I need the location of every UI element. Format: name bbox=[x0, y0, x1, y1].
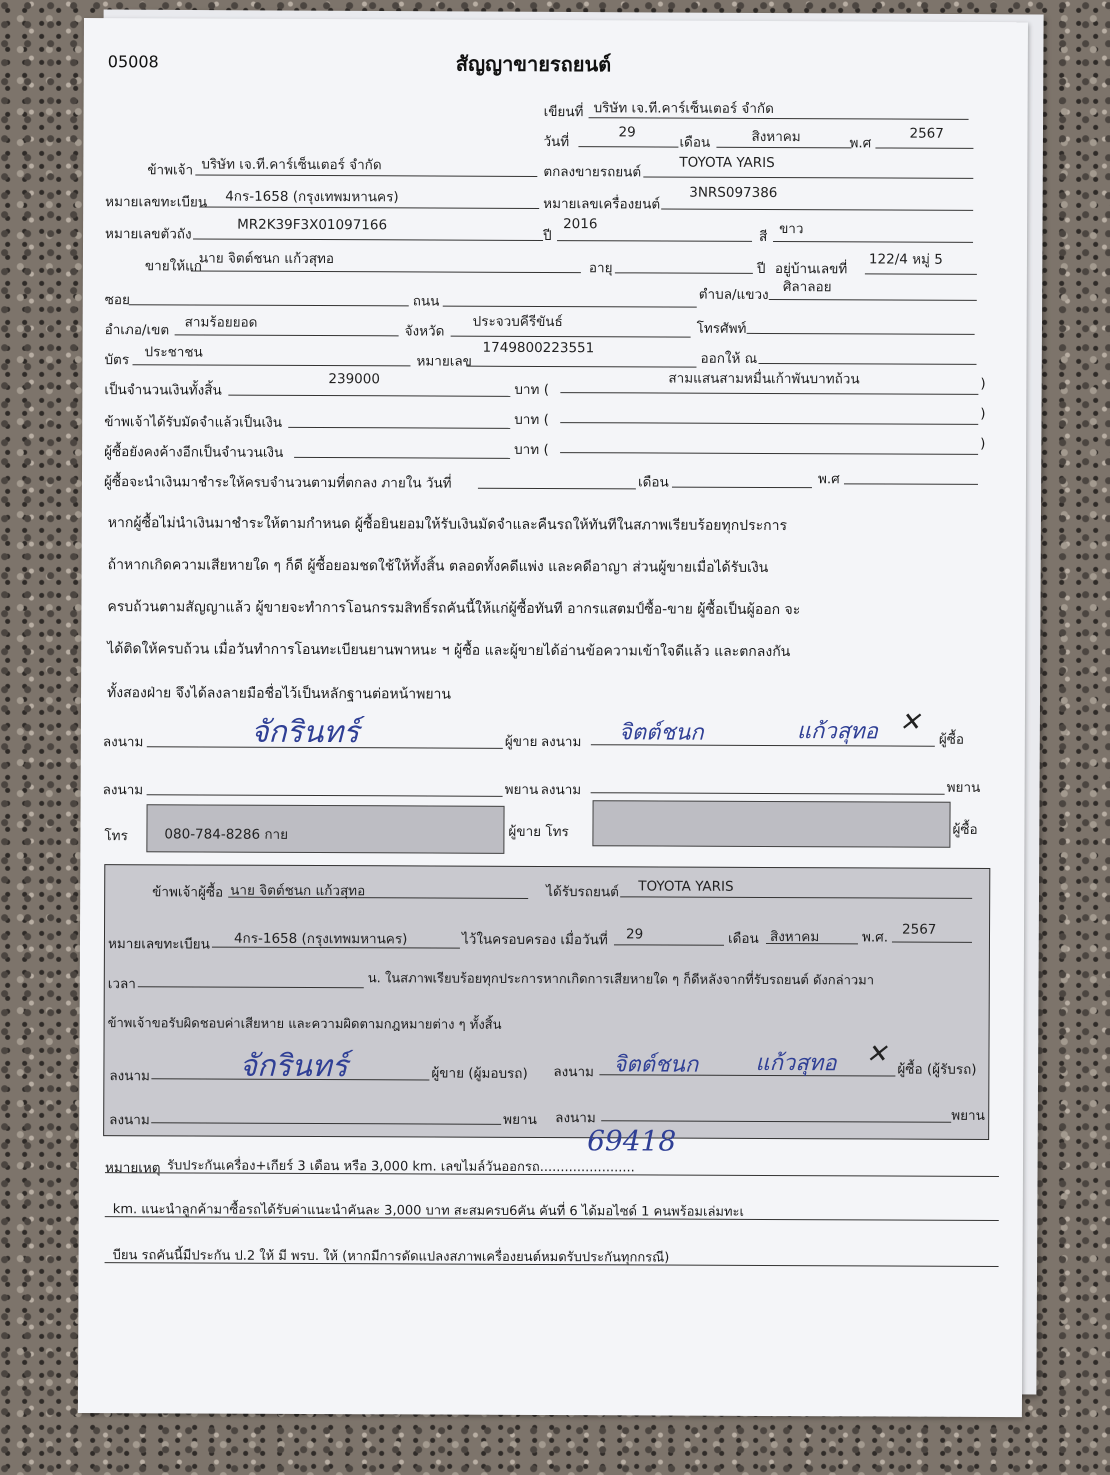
label-receipt-time: เวลา bbox=[107, 976, 136, 993]
line-road bbox=[443, 306, 697, 308]
line-amount bbox=[228, 395, 510, 397]
label-card: บัตร bbox=[104, 352, 130, 369]
value-engine-no: 3NRS097386 bbox=[689, 184, 778, 202]
buyer-mark-2: ✕ bbox=[865, 1039, 888, 1070]
line-car-model bbox=[643, 176, 973, 178]
label-deposit: ข้าพเจ้าได้รับมัดจำแล้วเป็นเงิน bbox=[104, 414, 283, 431]
line-pay-year bbox=[844, 483, 978, 485]
label-written-at: เขียนที่ bbox=[543, 104, 584, 121]
value-province: ประจวบคีรีขันธ์ bbox=[472, 313, 563, 331]
terms-line-4: ได้ติดให้ครบถ้วน เมื่อวันทำการโอนทะเบียนยานพาหนะ ฯ ผู้ซื้อ และผู้ขายได้อ่านข้อความเข้าใจดีแล้ว และตกลงกัน bbox=[107, 641, 791, 661]
receipt-buyer-signature-last: แก้วสุทอ bbox=[755, 1050, 837, 1077]
line-issued-at bbox=[758, 363, 976, 365]
document-number: 05008 bbox=[107, 52, 159, 72]
label-i: ข้าพเจ้า bbox=[147, 162, 194, 179]
label-color: สี bbox=[759, 228, 768, 245]
value-receipt-year: 2567 bbox=[901, 921, 937, 938]
value-card-no: 1749800223551 bbox=[482, 339, 595, 357]
label-receipt-witness-1: พยาน bbox=[503, 1111, 537, 1128]
label-baht-3: บาท ( bbox=[514, 441, 549, 459]
value-amount: 239000 bbox=[328, 371, 381, 388]
value-card: ประชาชน bbox=[144, 344, 203, 361]
label-baht-1: บาท ( bbox=[514, 381, 550, 399]
label-engine-no: หมายเลขเครื่องยนต์ bbox=[543, 196, 661, 213]
seller-signature: จักรินทร์ bbox=[250, 714, 360, 751]
document-title: สัญญาขายรถยนต์ bbox=[455, 51, 612, 77]
line-card bbox=[132, 364, 410, 366]
label-date: วันที่ bbox=[543, 134, 570, 151]
buyer-signature-last: แก้วสุทอ bbox=[796, 719, 878, 745]
label-receipt-month: เดือน bbox=[727, 930, 759, 947]
value-month: สิงหาคม bbox=[751, 128, 801, 146]
terms-line-2: ถ้าหากเกิดความเสียหายใด ๆ ก็ดี ผู้ซื้อยอมชดใช้ให้ทั้งสิ้น ตลอดทั้งคดีแพ่ง และคดีอาญา ส่วนผู้ขายเมื่อได้รับเงิน bbox=[107, 557, 769, 576]
label-receipt-sign-3: ลงนาม bbox=[109, 1112, 150, 1129]
value-receipt-car: TOYOTA YARIS bbox=[638, 878, 734, 895]
line-pay-day bbox=[478, 488, 636, 490]
value-receipt-day: 29 bbox=[625, 926, 644, 943]
buyer-signature-first: จิตต์ชนก bbox=[618, 720, 704, 746]
line-age bbox=[615, 272, 753, 274]
label-receipt-sign-2: ลงนาม bbox=[553, 1064, 595, 1081]
line-remaining-text bbox=[560, 452, 978, 455]
label-month: เดือน bbox=[679, 134, 711, 151]
label-witness-2: พยาน bbox=[946, 779, 981, 796]
line-amount-text bbox=[560, 392, 978, 395]
line-deposit bbox=[288, 427, 510, 429]
value-color: ขาว bbox=[779, 221, 804, 238]
buyer-mark-1: ✕ bbox=[898, 707, 921, 738]
line-card-no bbox=[466, 366, 696, 368]
label-receipt-witness-2: พยาน bbox=[951, 1107, 985, 1124]
label-sign-4: ลงนาม bbox=[540, 781, 582, 799]
value-amount-text: สามแสนสามหมื่นเก้าพันบาทถ้วน bbox=[668, 370, 860, 388]
remark-line-3: บียน รถคันนี้มีประกัน ป.2 ให้ มี พรบ. ให้ (หากมีการดัดแปลงสภาพเครื่องยนต์หมดรับประกันทุกกรณี) bbox=[112, 1248, 670, 1266]
line-buyer-name bbox=[191, 270, 581, 273]
close-paren-3: ) bbox=[980, 435, 986, 452]
remark-line-2: km. แนะนำลูกค้ามาซื้อรถได้รับค่าแนะนำคันละ 3,000 บาท สะสมครบ6คัน คันที่ 6 ได้มอไซด์ 1 คนพร้อมเล่มทะเ bbox=[112, 1202, 745, 1220]
label-note: หมายเหตุ bbox=[104, 1160, 161, 1177]
label-seller-tel: ผู้ขาย โทร bbox=[508, 823, 569, 841]
line-chassis-no bbox=[193, 238, 543, 241]
remark-line-1: รับประกันเครื่อง+เกียร์ 3 เดือน หรือ 3,000 km. เลขไมล์วันออกรถ....................... bbox=[166, 1158, 635, 1176]
label-tel: โทร bbox=[104, 828, 128, 845]
label-age: อายุ bbox=[588, 260, 613, 277]
label-reg-no: หมายเลขทะเบียน bbox=[105, 194, 208, 211]
value-receipt-buyer: นาย จิตต์ชนก แก้วสุทอ bbox=[230, 882, 366, 900]
label-sold-to: ขายให้แก่ bbox=[144, 258, 203, 275]
line-pay-month bbox=[672, 487, 812, 489]
line-engine-no bbox=[661, 209, 973, 211]
label-pay-within: ผู้ซื้อจะนำเงินมาชำระให้ครบจำนวนตามที่ตกลง ภายใน วันที่ bbox=[103, 474, 452, 492]
line-house-no bbox=[865, 273, 977, 274]
label-i-buyer: ข้าพเจ้าผู้ซื้อ bbox=[152, 884, 224, 901]
receipt-buyer-signature-first: จิตต์ชนก bbox=[613, 1052, 699, 1078]
label-house-no: อยู่บ้านเลขที่ bbox=[774, 261, 848, 278]
label-seller-deliver: ผู้ขาย (ผู้มอบรถ) bbox=[431, 1065, 528, 1082]
mileage-handwritten: 69418 bbox=[587, 1124, 677, 1158]
label-total-amount: เป็นจำนวนเงินทั้งสิ้น bbox=[104, 382, 222, 399]
value-year: 2016 bbox=[563, 216, 598, 233]
value-written-at: บริษัท เจ.ที.คาร์เซ็นเตอร์ จำกัด bbox=[593, 100, 774, 118]
label-sign-2: ลงนาม bbox=[540, 734, 582, 751]
label-buyer-1: ผู้ซื้อ bbox=[938, 731, 965, 748]
label-year-be: พ.ศ bbox=[849, 135, 872, 152]
label-baht-2: บาท ( bbox=[514, 411, 549, 429]
label-seller-1: ผู้ขาย bbox=[504, 733, 538, 750]
label-agree-sell: ตกลงขายรถยนต์ bbox=[543, 164, 642, 181]
label-possess: ไว้ในครอบครอง เมื่อวันที่ bbox=[461, 931, 608, 949]
value-subdistrict: ศิลาลอย bbox=[782, 279, 832, 296]
label-chassis-no: หมายเลขตัวถัง bbox=[105, 226, 192, 243]
line-year-be bbox=[875, 147, 973, 148]
label-pay-year: พ.ศ bbox=[817, 471, 840, 488]
label-sign-3: ลงนาม bbox=[102, 782, 144, 799]
label-road: ถนน bbox=[412, 293, 440, 310]
line-color bbox=[773, 241, 973, 243]
value-day: 29 bbox=[618, 124, 636, 141]
label-issued-at: ออกให้ ณ bbox=[700, 350, 758, 367]
label-subdistrict: ตำบล/แขวง bbox=[698, 286, 769, 303]
label-number: หมายเลข bbox=[416, 353, 472, 370]
line-year bbox=[557, 240, 752, 242]
line-remaining bbox=[294, 457, 510, 459]
label-age-year: ปี bbox=[756, 260, 766, 277]
value-seller-phone: 080-784-8286 กาย bbox=[164, 826, 289, 843]
value-car-model: TOYOTA YARIS bbox=[679, 154, 775, 172]
value-seller-name: บริษัท เจ.ที.คาร์เซ็นเตอร์ จำกัด bbox=[201, 156, 382, 174]
line-district bbox=[175, 334, 399, 336]
receipt-box bbox=[103, 864, 990, 1140]
close-paren-1: ) bbox=[980, 375, 986, 392]
line-province bbox=[451, 336, 691, 338]
label-sign-1: ลงนาม bbox=[102, 734, 144, 751]
label-buyer-receive: ผู้ซื้อ (ผู้รับรถ) bbox=[897, 1061, 977, 1078]
value-receipt-reg: 4กร-1658 (กรุงเทพมหานคร) bbox=[233, 930, 408, 948]
label-receipt-sign-4: ลงนาม bbox=[555, 1110, 596, 1127]
label-remaining: ผู้ซื้อยังคงค้างอีกเป็นจำนวนเงิน bbox=[104, 444, 284, 461]
receipt-line-1: น. ในสภาพเรียบร้อยทุกประการหากเกิดการเสียหายใด ๆ ก็ดีหลังจากที่รับรถยนต์ ดังกล่าวมา bbox=[367, 971, 875, 989]
value-receipt-month: สิงหาคม bbox=[769, 929, 820, 946]
label-receipt-year: พ.ศ. bbox=[861, 929, 889, 946]
receipt-line-2: ข้าพเจ้าขอรับผิดชอบค่าเสียหาย และความผิดตามกฎหมายต่าง ๆ ทั้งสิ้น bbox=[107, 1016, 502, 1033]
close-paren-2: ) bbox=[980, 405, 986, 422]
value-year-be: 2567 bbox=[909, 125, 944, 142]
line-deposit-text bbox=[560, 422, 978, 425]
line-witness-2 bbox=[591, 792, 945, 795]
value-house-no: 122/4 หมู่ 5 bbox=[868, 251, 943, 268]
buyer-phone-box bbox=[592, 800, 950, 848]
line-date bbox=[578, 146, 678, 147]
value-reg-no: 4กร-1658 (กรุงเทพมหานคร) bbox=[225, 188, 399, 206]
receipt-seller-signature: จักรินทร์ bbox=[239, 1048, 348, 1085]
label-witness-1: พยาน bbox=[504, 781, 539, 798]
label-soi: ซอย bbox=[104, 292, 130, 309]
label-year: ปี bbox=[543, 228, 552, 245]
label-receipt-sign-1: ลงนาม bbox=[109, 1068, 150, 1085]
label-province: จังหวัด bbox=[404, 323, 445, 340]
value-buyer-name: นาย จิตต์ชนก แก้วสุทอ bbox=[198, 250, 335, 268]
label-district: อำเภอ/เขต bbox=[104, 322, 170, 339]
terms-line-5: ทั้งสองฝ่าย จึงได้ลงลายมือชื่อไว้เป็นหลักฐานต่อหน้าพยาน bbox=[107, 685, 452, 703]
label-received: ได้รับรถยนต์ bbox=[546, 884, 619, 901]
contract-sheet bbox=[78, 18, 1028, 1417]
label-receipt-reg: หมายเลขทะเบียน bbox=[107, 936, 210, 953]
label-pay-month: เดือน bbox=[637, 474, 669, 491]
line-phone bbox=[747, 333, 975, 335]
terms-line-1: หากผู้ซื้อไม่นำเงินมาชำระให้ตามกำหนด ผู้ซื้อยินยอมให้รับเงินมัดจำและคืนรถให้ทันทีในสภาพเรียบร้อยทุกประการ bbox=[107, 515, 788, 535]
value-chassis-no: MR2K39F3X01097166 bbox=[237, 216, 388, 234]
label-phone: โทรศัพท์ bbox=[696, 320, 747, 337]
value-district: สามร้อยยอด bbox=[184, 314, 258, 331]
line-subdistrict bbox=[769, 299, 977, 301]
line-soi bbox=[129, 304, 409, 306]
label-buyer-2: ผู้ซื้อ bbox=[952, 821, 978, 838]
terms-line-3: ครบถ้วนตามสัญญาแล้ว ผู้ขายจะทำการโอนกรรมสิทธิ์รถคันนี้ให้แก่ผู้ซื้อทันที อากรแสตมป์ซื้อ-ขาย ผู้ซื้อเป็นผู้ออก จะ bbox=[107, 599, 801, 619]
line-witness-1 bbox=[147, 794, 503, 797]
